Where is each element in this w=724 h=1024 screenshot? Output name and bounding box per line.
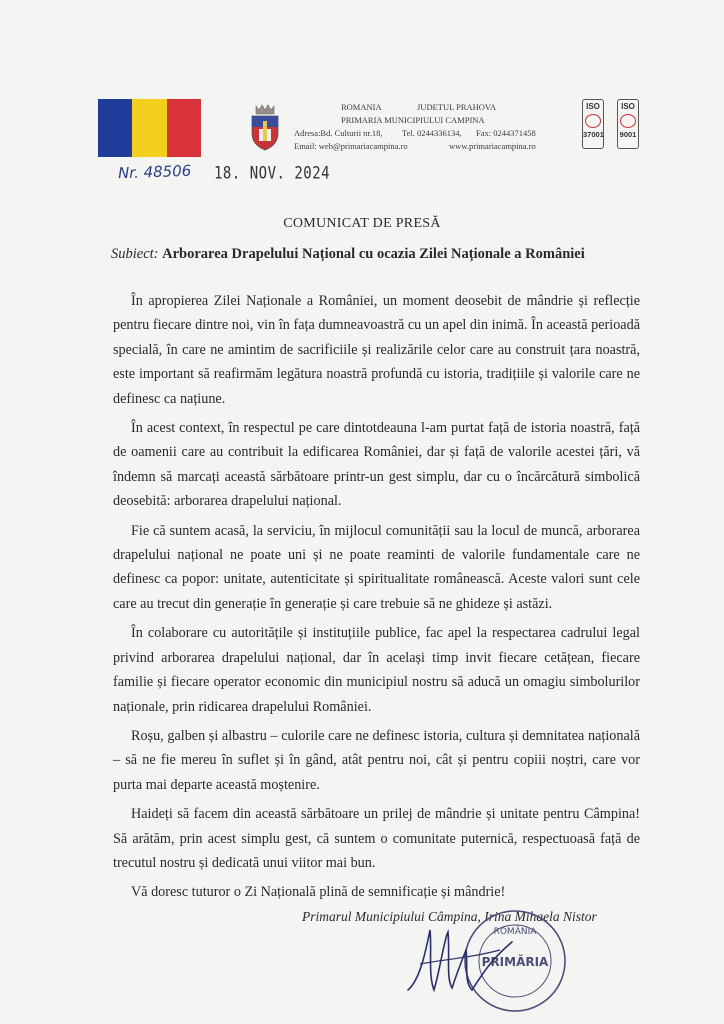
header-address-wrap — [294, 127, 383, 141]
body-paragraph: Fie că suntem acasă, la serviciu, în mijlocul comunității sau la locul de muncă, arborarea drapelului național ne poate uni și ne poate reaminti de valorile fundamentale care ne definesc ca popor: unitate, autenticitate și spiritualitate românească. Aceste valori sunt cele care au trecut din generație în generație și care trebuie să ne ghideze și astăzi. — [113, 522, 640, 612]
header-institution: PRIMARIA MUNICIPIULUI CAMPINA — [341, 115, 485, 125]
header-fax: Fax: 0244371458 — [476, 128, 536, 138]
header-phone: Tel. 0244336134, — [402, 128, 462, 138]
iso-37001-badge — [582, 99, 604, 149]
header-county: JUDETUL PRAHOVA — [417, 102, 497, 112]
header-text — [341, 101, 382, 115]
iso-number: 37001 — [583, 130, 604, 139]
signatory-line: Primarul Municipiului Câmpina, Irina Mihaela Nistor — [302, 909, 597, 924]
flag-stripe-red — [167, 99, 201, 157]
certification-icon — [620, 114, 636, 128]
body-paragraph: Roșu, galben și albastru – culorile care ne definesc istoria, cultura și demnitatea națională – să ne fie mereu în suflet și în gând, atât pentru noi, cât și pentru copiii noștri, care vor purta mai departe această moștenire. — [113, 727, 640, 793]
header-website: www.primariacampina.ro — [449, 141, 536, 151]
header-email: Email: web@primariacampina.ro — [294, 141, 408, 151]
header-website-wrap — [449, 140, 536, 154]
body-paragraph: Haideți să facem din această sărbătoare un prilej de mândrie și unitate pentru Câmpina! Să arătăm, prin acest simplu gest, că suntem o comunitate puternică, respectuoasă față de trecutul nostru și dedicată unui viitor mai bun. — [113, 806, 640, 871]
iso-9001-badge — [617, 99, 639, 149]
registration-number: Nr. 48506 — [117, 161, 192, 183]
header-institution-wrap — [341, 114, 485, 128]
city-crest-icon — [250, 103, 280, 151]
iso-number: 9001 — [619, 130, 637, 139]
seal-top-text: ROMÂNIA — [493, 927, 537, 937]
seal-center-text: PRIMĂRIA — [481, 955, 549, 969]
document-body — [113, 289, 640, 910]
handwritten-signature — [400, 920, 520, 1000]
romanian-flag — [98, 99, 201, 157]
body-paragraph: Vă doresc tuturor o Zi Națională plină de semnificație și mândrie! — [131, 884, 506, 901]
body-paragraph: În apropierea Zilei Naționale a României, un moment deosebit de mândrie și reflecție pentru fiecare dintre noi, vin în fața dumneavoastră cu un apel din inimă. În această perioadă specială, în care ne amintim de sacrificiile și realizările celor care au construit țara noastră, este important să reafirmăm legătura noastră profundă cu istoria, tradițiile și valorile care ne definesc ca națiune. — [113, 293, 640, 407]
iso-label: ISO — [621, 102, 635, 111]
registration-date: 18. NOV. 2024 — [214, 164, 331, 184]
body-paragraph: În acest context, în respectul pe care dintotdeauna l-am purtat față de istoria noastră, față de oamenii care au contribuit la edificarea României, dar și față de valorile acestei țări, vă îndemn să marcați această sărbătoare printr-un gest simplu, dar cu o încărcătură simbolică deosebită: arborarea drapelului național. — [113, 420, 640, 510]
flag-stripe-blue — [98, 99, 132, 157]
header-address: Adresa:Bd. Culturii nr.18, — [294, 128, 383, 138]
header-email-wrap — [294, 140, 408, 154]
document-subject — [111, 246, 585, 263]
header-fax-wrap — [476, 127, 536, 141]
certification-icon — [585, 114, 601, 128]
header-phone-wrap — [402, 127, 462, 141]
header-county-wrap — [417, 101, 496, 115]
document-title: COMUNICAT DE PRESĂ — [283, 216, 441, 231]
subject-text: Arborarea Drapelului Național cu ocazia Zilei Naționale a României — [162, 246, 585, 262]
body-paragraph: În colaborare cu autoritățile și instituțiile publice, fac apel la respectarea cadrului legal privind arborarea drapelului național, dar în același timp invit fiecare cetățean, fiecare familie și fiecare operator economic din municipiul nostru să aducă un omagiu simbolurilor naționale, prin ridicarea drapelului României. — [113, 625, 640, 715]
flag-stripe-yellow — [132, 99, 166, 157]
header-country: ROMANIA — [341, 102, 382, 112]
iso-label: ISO — [586, 102, 600, 111]
subject-label: Subiect: — [111, 246, 159, 262]
